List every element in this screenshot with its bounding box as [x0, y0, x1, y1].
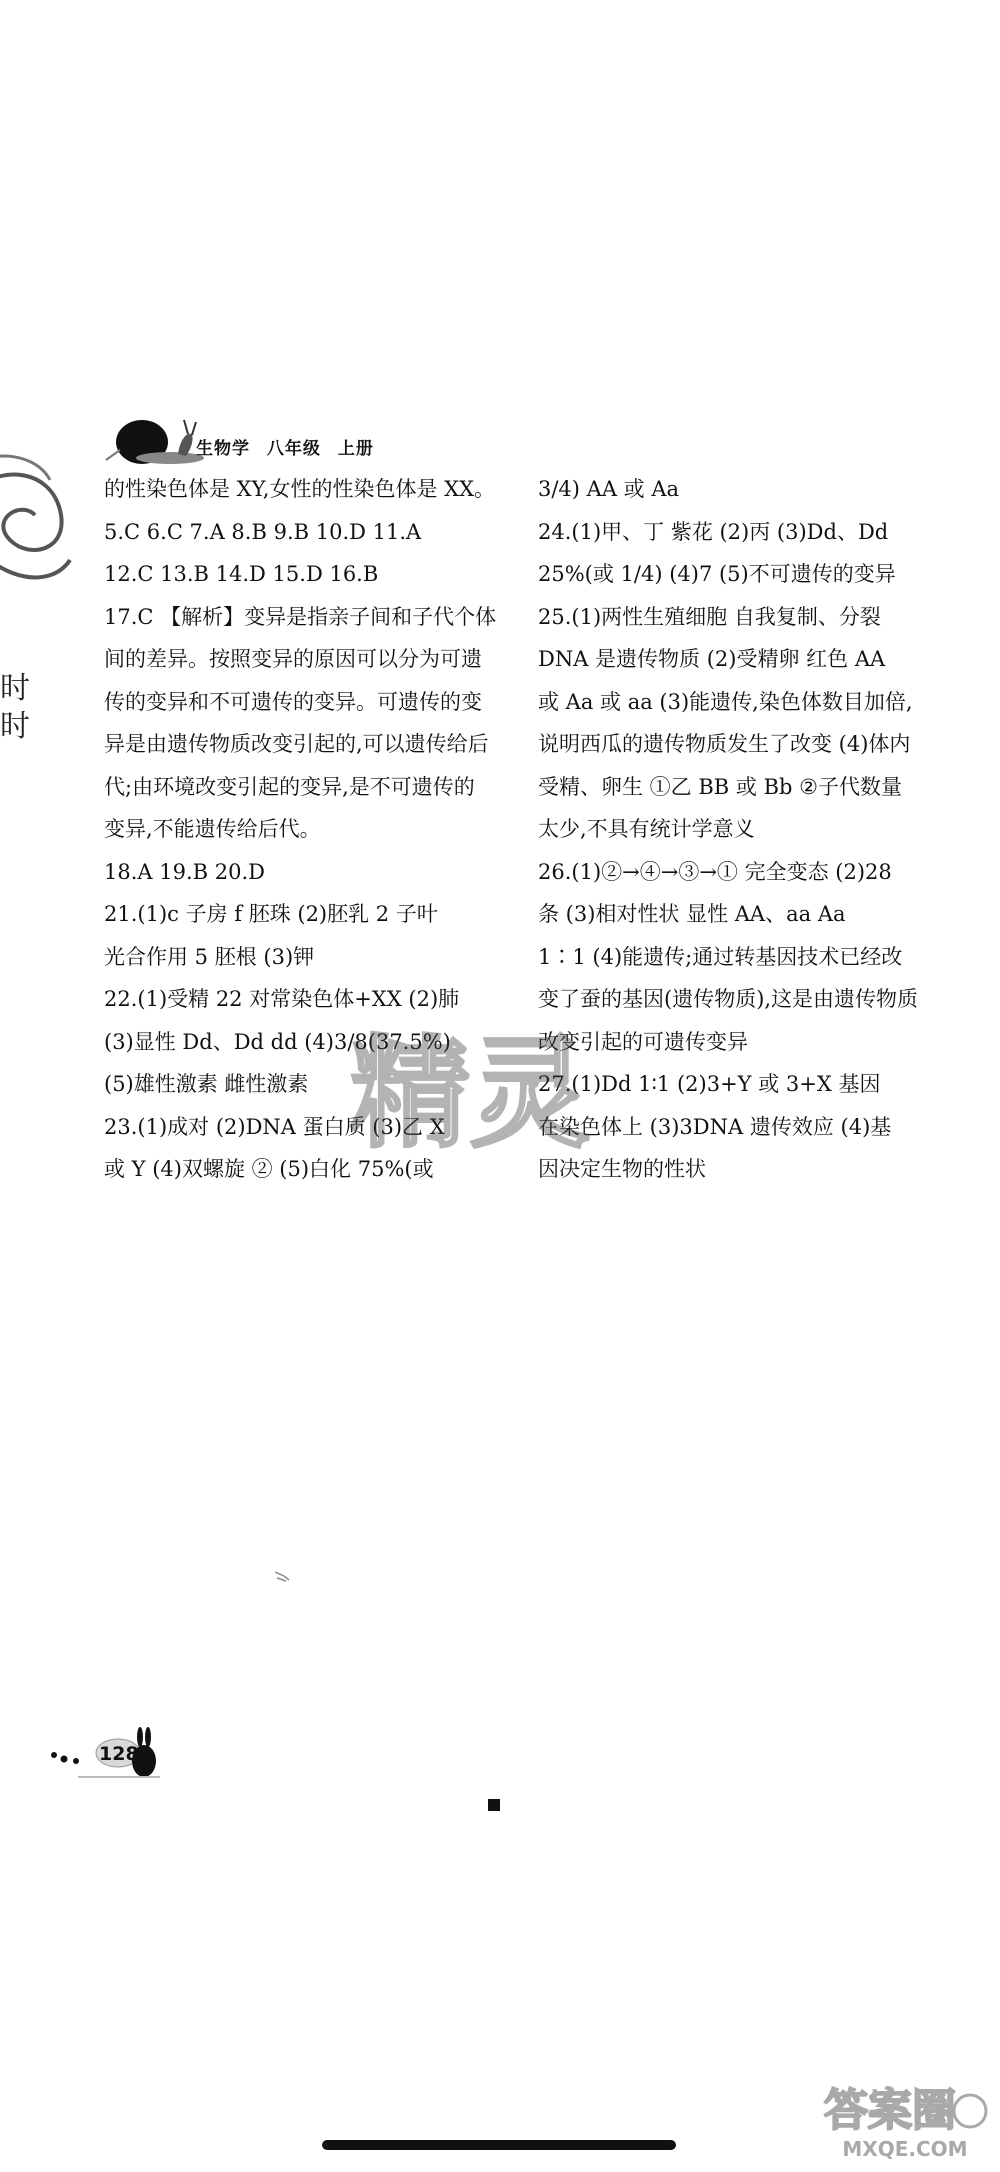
answer-line: (5)雄性激素 雌性激素 — [104, 1072, 309, 1096]
header-title — [196, 434, 384, 459]
answer-line: 25.(1)两性生殖细胞 自我复制、分裂 — [538, 604, 881, 629]
header-subject: 生物学 — [196, 439, 250, 459]
snail-logo-icon — [100, 410, 210, 470]
answer-line: 24.(1)甲、丁 紫花 (2)丙 (3)Dd、Dd — [538, 519, 889, 544]
answer-line: 代;由环境改变引起的变异,是不可遗传的 — [104, 774, 475, 799]
answer-line: 受精、卵生 ①乙 BB 或 Bb ②子代数量 — [538, 774, 902, 799]
edge-text — [0, 670, 30, 746]
answer-line: 条 (3)相对性状 显性 AA、aa Aa — [538, 902, 846, 926]
home-indicator[interactable] — [322, 2140, 676, 2150]
watermark-text: 精灵 — [350, 1025, 590, 1164]
answer-line: 的性染色体是 XY,女性的性染色体是 XX。 — [104, 477, 496, 501]
answer-line: 或 Aa 或 aa (3)能遗传,染色体数目加倍, — [538, 689, 913, 714]
answer-line: 传的变异和不可遗传的变异。可遗传的变 — [104, 689, 482, 714]
answer-line: 22.(1)受精 22 对常染色体+XX (2)肺 — [104, 987, 460, 1011]
answer-line: 27.(1)Dd 1∶1 (2)3+Y 或 3+X 基因 — [538, 1072, 881, 1096]
answer-line: 23.(1)成对 (2)DNA 蛋白质 (3)乙 X — [104, 1114, 445, 1139]
answer-line: 太少,不具有统计学意义 — [538, 817, 755, 841]
page-number: 128 — [99, 1743, 139, 1765]
scan-mark-icon — [274, 1570, 290, 1582]
square-mark-icon — [488, 1799, 500, 1811]
answer-line: 3/4) AA 或 Aa — [538, 477, 680, 501]
corner-site-text: MXQE.COM — [842, 2137, 968, 2161]
answer-line: 因决定生物的性状 — [538, 1157, 706, 1181]
answer-line: 异是由遗传物质改变引起的,可以遗传给后 — [104, 732, 489, 756]
answer-line: 间的差异。按照变异的原因可以分为可遗 — [104, 647, 482, 671]
answer-line: 1∶1 (4)能遗传;通过转基因技术已经改 — [538, 944, 903, 969]
answer-line: 21.(1)c 子房 f 胚珠 (2)胚乳 2 子叶 — [104, 902, 438, 926]
answer-line: (3)显性 Dd、Dd dd (4)3/8(37.5%) — [104, 1029, 451, 1054]
answer-line: 光合作用 5 胚根 (3)钾 — [104, 944, 315, 969]
watermark-logo — [280, 1015, 660, 1165]
edge-char: 时 — [0, 709, 30, 744]
corner-site-logo — [820, 2075, 990, 2165]
answer-line: 5.C 6.C 7.A 8.B 9.B 10.D 11.A — [104, 519, 422, 544]
answer-line: 变了蚕的基因(遗传物质),这是由遗传物质 — [538, 987, 919, 1011]
answer-line: 17.C 【解析】变异是指亲子间和子代个体 — [104, 604, 497, 629]
page-header — [100, 410, 520, 470]
answer-line: 18.A 19.B 20.D — [104, 859, 265, 884]
answer-line: 在染色体上 (3)3DNA 遗传效应 (4)基 — [538, 1114, 892, 1139]
answer-line: 变异,不能遗传给后代。 — [104, 817, 321, 841]
answer-line: 26.(1)②→④→③→① 完全变态 (2)28 — [538, 859, 892, 884]
edge-decoration-icon — [0, 440, 80, 610]
answer-line: 改变引起的可遗传变异 — [538, 1029, 748, 1054]
edge-char: 时 — [0, 671, 30, 706]
corner-logo-icon — [820, 2075, 990, 2137]
answer-line: 或 Y (4)双螺旋 ② (5)白化 75%(或 — [104, 1157, 434, 1181]
answer-line: DNA 是遗传物质 (2)受精卵 红色 AA — [538, 647, 886, 671]
corner-logo-main: 答案圈 — [824, 2085, 956, 2136]
answer-line: 25%(或 1/4) (4)7 (5)不可遗传的变异 — [538, 562, 896, 586]
answer-line: 12.C 13.B 14.D 15.D 16.B — [104, 562, 379, 586]
header-grade: 八年级 — [266, 439, 321, 459]
answer-line: 说明西瓜的遗传物质发生了改变 (4)体内 — [538, 732, 911, 756]
header-volume: 上册 — [337, 439, 374, 459]
